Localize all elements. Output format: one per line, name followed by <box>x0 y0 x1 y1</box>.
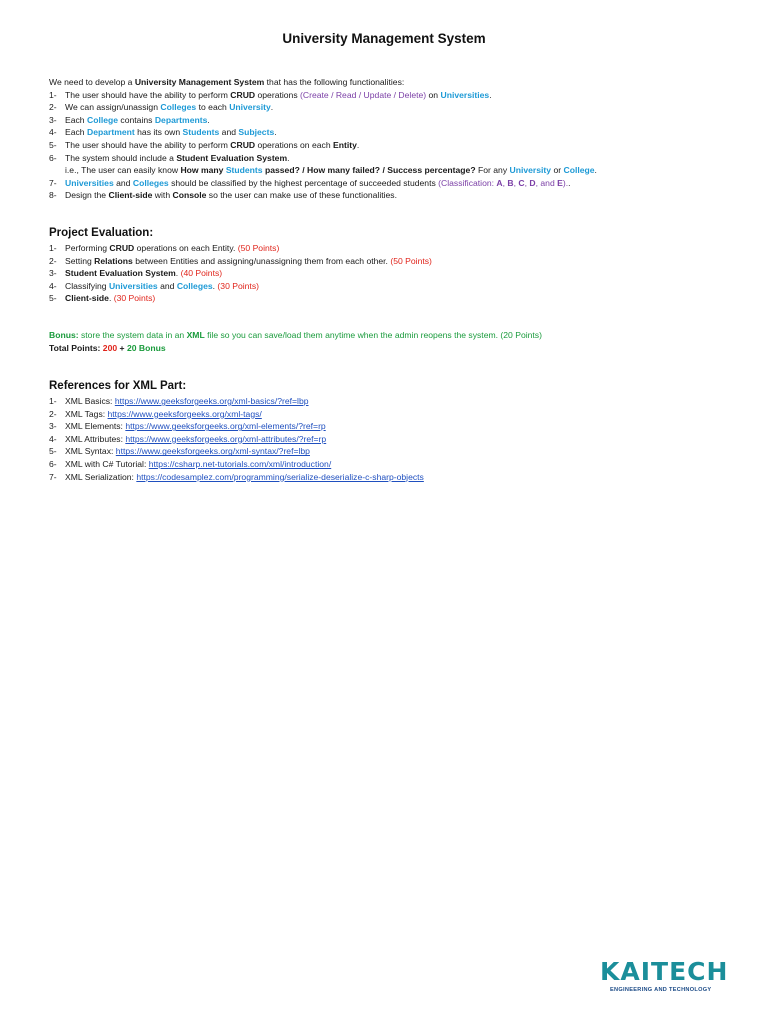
reference-item: 5- XML Syntax: https://www.geeksforgeeks.org/xml-syntax/?ref=lbp <box>49 446 310 457</box>
reference-item: 7- XML Serialization: https://codesamplez.com/programming/serialize-deserialize-c-sharp-objects <box>49 471 424 482</box>
list-item: 2- Setting Relations between Entities and assigning/unassigning them from each other. (50 Points) <box>49 255 432 266</box>
reference-link[interactable]: https://csharp.net-tutorials.com/xml/introduction/ <box>148 458 332 469</box>
reference-item: 6- XML with C# Tutorial: https://csharp.net-tutorials.com/xml/introduction/ <box>49 458 332 469</box>
total-points-line: Total Points: 200 + 20 Bonus <box>49 342 166 353</box>
references-heading: References for XML Part: <box>49 380 187 392</box>
list-item: 3- Each College contains Departments. <box>49 114 210 125</box>
reference-link[interactable]: https://www.geeksforgeeks.org/xml-elements/?ref=rp <box>125 421 326 432</box>
logo-wordmark: KAITECH <box>600 957 729 986</box>
reference-link[interactable]: https://www.geeksforgeeks.org/xml-tags/ <box>107 408 262 419</box>
reference-link[interactable]: https://www.geeksforgeeks.org/xml-attributes/?ref=rp <box>125 433 327 444</box>
reference-item: 4- XML Attributes: https://www.geeksforgeeks.org/xml-attributes/?ref=rp <box>49 433 327 444</box>
list-item: 4- Each Department has its own Students and Subjects. <box>49 127 277 138</box>
references-section <box>49 395 739 483</box>
reference-item: 3- XML Elements: https://www.geeksforgeeks.org/xml-elements/?ref=rp <box>49 421 326 432</box>
reference-link[interactable]: https://codesamplez.com/programming/serialize-deserialize-c-sharp-objects <box>136 471 424 482</box>
reference-link[interactable]: https://www.geeksforgeeks.org/xml-syntax/?ref=lbp <box>115 446 310 457</box>
reference-item: 2- XML Tags: https://www.geeksforgeeks.org/xml-tags/ <box>49 408 262 419</box>
page-title: University Management System <box>282 31 486 46</box>
evaluation-section <box>49 242 739 305</box>
list-item: 4- Classifying Universities and Colleges. (30 Points) <box>49 280 259 291</box>
functionalities-section <box>49 76 739 202</box>
bonus-section <box>49 329 739 354</box>
list-item: 5- Client-side. (30 Points) <box>49 293 156 304</box>
evaluation-heading: Project Evaluation: <box>49 227 154 239</box>
list-item: 2- We can assign/unassign Colleges to each University. <box>49 102 274 113</box>
kaitech-logo <box>598 958 738 998</box>
list-item: 5- The user should have the ability to perform CRUD operations on each Entity. <box>49 139 360 150</box>
list-item: 1- Performing CRUD operations on each Entity. (50 Points) <box>49 243 280 253</box>
list-item: 7- Universities and Colleges should be classified by the highest percentage of succeeded students (Classification: A, B, C, D, and E).. <box>49 177 571 188</box>
logo-tagline: ENGINEERING AND TECHNOLOGY <box>610 987 712 993</box>
list-item: 1- The user should have the ability to perform CRUD operations (Create / Read / Update / Delete) on Universities. <box>49 89 492 100</box>
list-item: 6- The system should include a Student Evaluation System. <box>49 152 290 163</box>
list-item: 3- Student Evaluation System. (40 Points) <box>49 268 223 279</box>
bonus-line: Bonus: store the system data in an XML file so you can save/load them anytime when the admin reopens the system. (20 Points) <box>49 330 542 340</box>
reference-link[interactable]: https://www.geeksforgeeks.org/xml-basics/?ref=lbp <box>114 396 309 406</box>
list-item-continuation: i.e., The user can easily know How many Students passed? / How many failed? / Success percentage? For any University or College. <box>65 165 597 176</box>
intro-line: We need to develop a University Management System that has the following functionalities: <box>49 77 405 87</box>
reference-item: 1- XML Basics: https://www.geeksforgeeks.org/xml-basics/?ref=lbp <box>49 396 309 406</box>
list-item: 8- Design the Client-side with Console so the user can make use of these functionalities. <box>49 190 397 201</box>
